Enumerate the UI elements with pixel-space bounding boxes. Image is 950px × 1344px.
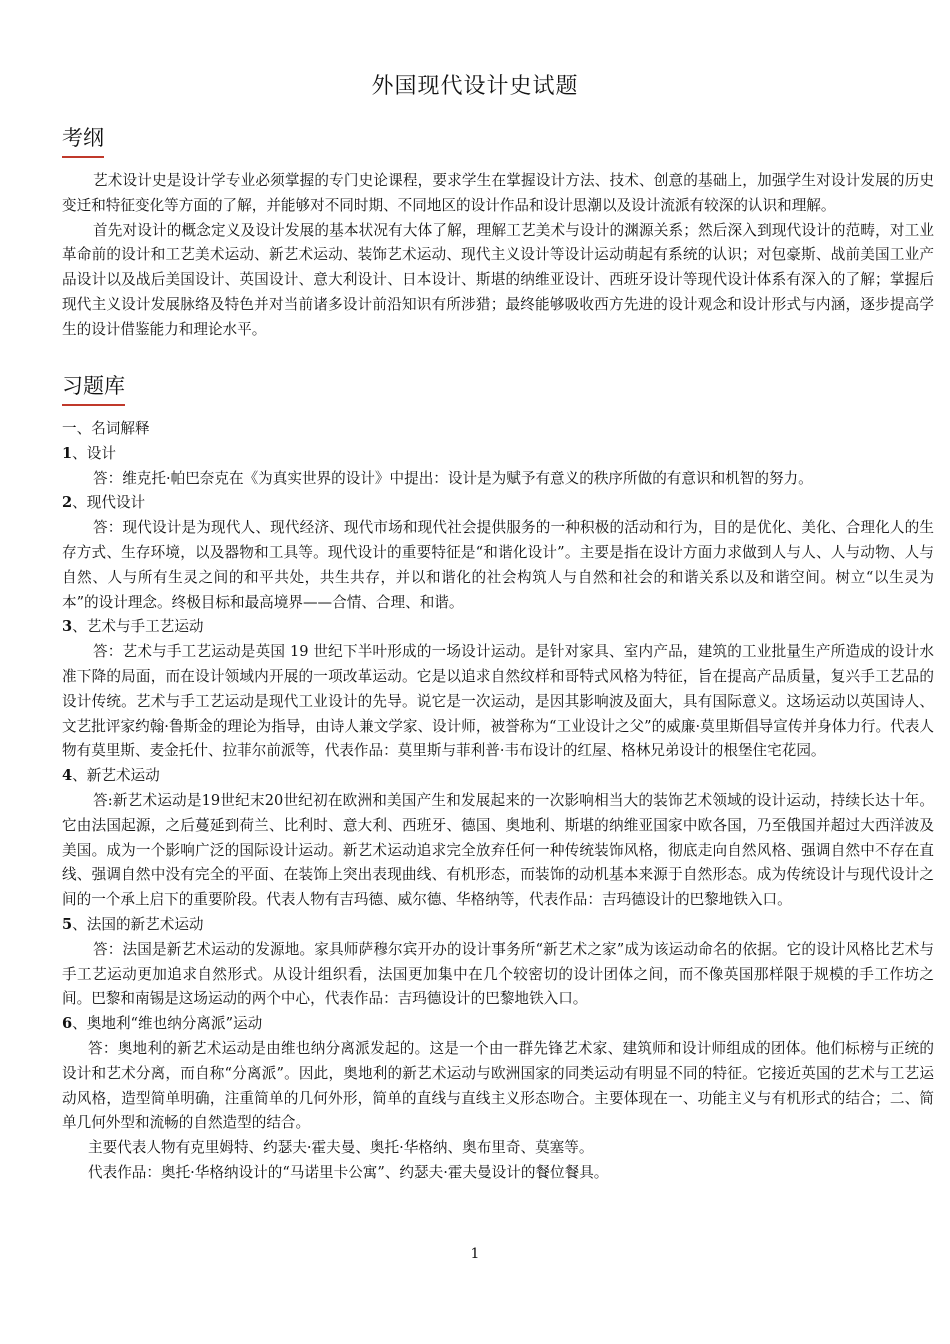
question-bank-heading: 习题库 [62, 372, 125, 406]
question-title [62, 442, 934, 467]
answer-paragraph: 答:新艺术运动是19世纪末20世纪初在欧洲和美国产生和发展起来的一次影响相当大的装饰艺术领域的设计运动，持续长达十年。它由法国起源，之后蔓延到荷兰、比利时、意大利、西班牙、德国、奥地利、斯堪的纳维亚国家中欧各国，乃至俄国并超过大西洋波及美国。成为一个影响广泛的国际设计运动。新艺术运动追求完全放弃任何一种传统装饰风格，彻底走向自然风格、强调自然中不存在直线、强调自然中没有完全的平面、在装饰上突出表现曲线、有机形态，而装饰的动机基本来源于自然形态。成为传统设计与现代设计之间的一个承上启下的重要阶段。代表人物有吉玛德、威尔德、华格纳等，代表作品：吉玛德设计的巴黎地铁入口。 [62, 791, 934, 909]
question-title [62, 764, 934, 789]
answer-paragraph: 答：奥地利的新艺术运动是由维也纳分离派发起的。这是一个由一群先锋艺术家、建筑师和设计师组成的团体。他们标榜与正统的设计和艺术分离，而自称“分离派”。因此，奥地利的新艺术运动与欧洲国家的同类运动有明显不同的特征。它接近英国的艺术与工艺运动风格，造型简单明确，注重简单的几何外形，简单的直线与直线主义形态吻合。主要体现在一、功能主义与有机形式的结合；二、简单几何外型和流畅的自然造型的结合。 [62, 1039, 934, 1132]
question-term: 法国的新艺术运动 [86, 915, 204, 933]
outline-heading: 考纲 [62, 124, 104, 158]
question-term: 现代设计 [86, 494, 146, 512]
answer-paragraph: 答：维克托·帕巴奈克在《为真实世界的设计》中提出：设计是为赋予有意义的秩序所做的有意识和机智的努力。 [93, 469, 813, 487]
question-separator: 、 [72, 444, 87, 462]
question-term: 新艺术运动 [86, 767, 160, 785]
document-title: 外国现代设计史试题 [371, 74, 579, 99]
question-term: 设计 [86, 444, 116, 462]
question-number: 6 [62, 1015, 73, 1033]
question-bank-body [62, 417, 934, 1186]
answer-paragraph: 主要代表人物有克里姆特、约瑟夫·霍夫曼、奥托·华格纳、奥布里奇、莫塞等。 [88, 1139, 594, 1157]
question-number: 2 [62, 494, 73, 512]
question-number: 4 [62, 767, 73, 785]
question-number: 1 [62, 444, 73, 462]
question-separator: 、 [72, 494, 87, 512]
question-title [62, 491, 934, 516]
question-title [62, 1012, 934, 1037]
answer-paragraph: 答：现代设计是为现代人、现代经济、现代市场和现代社会提供服务的一种积极的活动和行为，目的是优化、美化、合理化人的生存方式、生存环境，以及器物和工具等。现代设计的重要特征是“和谐化设计”。主要是指在设计方面力求做到人与人、人与动物、人与自然、人与所有生灵之间的和平共处，共生共存，并以和谐化的社会构筑人与自然和社会的和谐关系以及和谐空间。树立“以生灵为本”的设计理念。终极目标和最高境界——合情、合理、和谐。 [62, 519, 934, 611]
answer-paragraph: 答：法国是新艺术运动的发源地。家具师萨穆尔宾开办的设计事务所“新艺术之家”成为该运动命名的依据。它的设计风格比艺术与手工艺运动更加追求自然形式。从设计组织看，法国更加集中在几个较密切的设计团体之间，而不像英国那样限于规模的手工作坊之间。巴黎和南锡是这场运动的两个中心，代表作品：吉玛德设计的巴黎地铁入口。 [62, 940, 934, 1008]
question-term: 艺术与手工艺运动 [86, 618, 204, 636]
question-separator: 、 [72, 1015, 87, 1033]
outline-paragraph: 艺术设计史是设计学专业必须掌握的专门史论课程，要求学生在掌握设计方法、技术、创意的基础上，加强学生对设计发展的历史变迁和特征变化等方面的了解，并能够对不同时期、不同地区的设计作品和设计思潮以及设计流派有较深的认识和理解。 [62, 172, 934, 214]
outline-body [62, 169, 934, 343]
question-number: 5 [62, 915, 73, 933]
question-separator: 、 [72, 915, 87, 933]
question-term: 奥地利“维也纳分离派”运动 [86, 1015, 263, 1033]
question-title [62, 615, 934, 640]
question-separator: 、 [72, 767, 87, 785]
page-number: 1 [470, 1246, 480, 1262]
answer-paragraph: 代表作品：奥托·华格纳设计的“马诺里卡公寓”、约瑟夫·霍夫曼设计的餐位餐具。 [88, 1163, 609, 1181]
question-separator: 、 [72, 618, 87, 636]
outline-paragraph: 首先对设计的概念定义及设计发展的基本状况有大体了解，理解工艺美术与设计的渊源关系；然后深入到现代设计的范畴，对工业革命前的设计和工艺美术运动、新艺术运动、装饰艺术运动、现代主义设计等设计运动萌起有系统的认识；对包豪斯、战前美国工业产品设计以及战后美国设计、英国设计、意大利设计、日本设计、斯堪的纳维亚设计、西班牙设计等现代设计体系有深入的了解；掌握后现代主义设计发展脉络及特色并对当前诸多设计前沿知识有所涉猎；最终能够吸收西方先进的设计观念和设计形式与内涵，逐步提高学生的设计借鉴能力和理论水平。 [62, 221, 934, 338]
answer-paragraph: 答：艺术与手工艺运动是英国 19 世纪下半叶形成的一场设计运动。是针对家具、室内产品，建筑的工业批量生产所造成的设计水准下降的局面，而在设计领域内开展的一项改革运动。它是以追求自然纹样和哥特式风格为特征，旨在提高产品质量，复兴手工艺品的设计传统。艺术与手工艺运动是现代工业设计的先导。说它是一次运动，是因其影响波及面大，具有国际意义。这场运动以英国诗人、文艺批评家约翰·鲁斯金的理论为指导，由诗人兼文学家、设计师，被誉称为“工业设计之父”的威廉·莫里斯倡导宣传并身体力行。代表人物有莫里斯、麦金托什、拉菲尔前派等，代表作品：莫里斯与菲利普·韦布设计的红屋、格林兄弟设计的根堡住宅花园。 [62, 643, 934, 760]
question-title [62, 913, 934, 938]
part-title: 一、名词解释 [62, 420, 150, 437]
question-number: 3 [62, 618, 73, 636]
